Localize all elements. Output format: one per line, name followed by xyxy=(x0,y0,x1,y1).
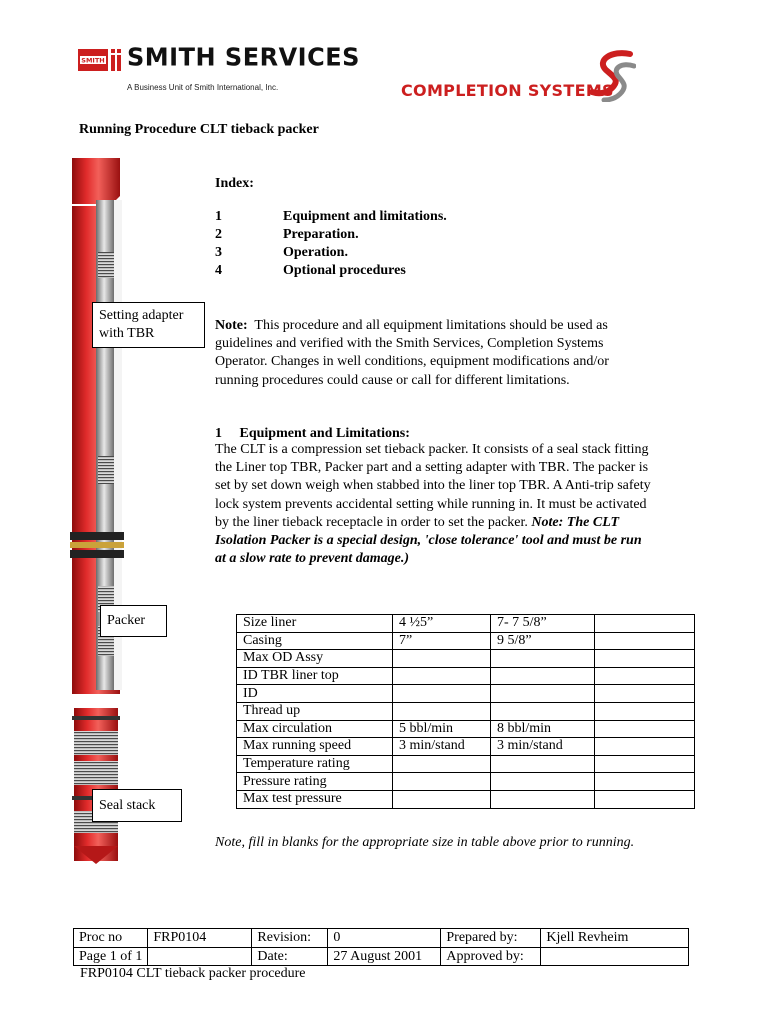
footer-row xyxy=(74,929,689,948)
smith-logo-mark xyxy=(78,49,122,71)
proc-no-label: Proc no xyxy=(74,929,148,948)
spec-value-cell xyxy=(393,702,491,720)
spec-label-cell: Max circulation xyxy=(237,720,393,738)
warning-note: at a slow rate to prevent damage.) xyxy=(215,551,410,567)
callout-setting-adapter xyxy=(92,302,205,348)
callout-setting-adapter-line1: Setting adapter xyxy=(99,308,184,323)
spec-value-cell xyxy=(393,755,491,773)
spec-row xyxy=(237,738,695,756)
prepared-by-value: Kjell Revheim xyxy=(541,929,689,948)
index-item-number: 4 xyxy=(215,263,222,278)
spec-label-cell: Max test pressure xyxy=(237,790,393,808)
spec-value-cell xyxy=(393,790,491,808)
revision-value: 0 xyxy=(328,929,441,948)
index-item-number: 3 xyxy=(215,245,222,260)
index-item-label: Operation. xyxy=(283,245,348,260)
warning-note: Note: The CLT xyxy=(531,514,620,530)
spec-label-cell: Thread up xyxy=(237,702,393,720)
spec-value-cell: 7” xyxy=(393,632,491,650)
spec-label-cell: Casing xyxy=(237,632,393,650)
spec-value-cell xyxy=(393,685,491,703)
date-value: 27 August 2001 xyxy=(328,947,441,966)
date-label: Date: xyxy=(252,947,328,966)
note-line: guidelines and verified with the Smith Services, Completion Systems xyxy=(215,336,604,352)
prepared-by-label: Prepared by: xyxy=(441,929,541,948)
note-line: Operator. Changes in well conditions, equipment modifications and/or xyxy=(215,354,609,370)
spec-value-cell xyxy=(595,650,695,668)
company-logo-text: SMITH SERVICES xyxy=(127,42,360,72)
spec-value-cell xyxy=(595,685,695,703)
section-body xyxy=(215,441,715,568)
spec-label-cell: ID TBR liner top xyxy=(237,667,393,685)
spec-row xyxy=(237,755,695,773)
spec-value-cell xyxy=(491,702,595,720)
spec-value-cell xyxy=(491,773,595,791)
section-line: The CLT is a compression set tieback packer. It consists of a seal stack fitting xyxy=(215,442,649,457)
spec-value-cell: 3 min/stand xyxy=(393,738,491,756)
table-note: Note, fill in blanks for the appropriate size in table above prior to running. xyxy=(215,835,635,850)
revision-label: Revision: xyxy=(252,929,328,948)
index-heading: Index: xyxy=(215,176,254,191)
section-line: by the liner tieback receptacle in order to set the packer. xyxy=(215,514,528,530)
note-label: Note: xyxy=(215,318,248,333)
spec-value-cell xyxy=(595,615,695,633)
clt-packer-illustration xyxy=(60,156,192,866)
spec-value-cell xyxy=(595,667,695,685)
index-item-number: 1 xyxy=(215,209,222,224)
page-number: Page 1 of 1 xyxy=(74,947,148,966)
spec-label-cell: Max running speed xyxy=(237,738,393,756)
section-line: lock system prevents accidental setting while running in. It must be activated xyxy=(215,496,647,512)
company-subtitle: A Business Unit of Smith International, Inc. xyxy=(127,83,279,92)
spec-value-cell xyxy=(595,773,695,791)
footer-row xyxy=(74,947,689,966)
document-control-table xyxy=(73,928,689,966)
spec-row xyxy=(237,650,695,668)
approved-by-label: Approved by: xyxy=(441,947,541,966)
spec-value-cell xyxy=(393,667,491,685)
spec-value-cell xyxy=(595,632,695,650)
spec-row xyxy=(237,702,695,720)
completion-systems-logo-icon xyxy=(590,50,636,102)
spec-row xyxy=(237,615,695,633)
spec-label-cell: Temperature rating xyxy=(237,755,393,773)
spec-value-cell xyxy=(491,650,595,668)
spec-value-cell: 7- 7 5/8” xyxy=(491,615,595,633)
spec-label-cell: Pressure rating xyxy=(237,773,393,791)
callout-packer: Packer xyxy=(100,605,167,637)
spec-value-cell: 5 bbl/min xyxy=(393,720,491,738)
footer-empty-cell xyxy=(148,947,252,966)
spec-value-cell xyxy=(595,720,695,738)
spec-value-cell xyxy=(393,773,491,791)
specifications-table xyxy=(236,614,695,809)
warning-note: Isolation Packer is a special design, 'close tolerance' tool and must be run xyxy=(215,533,642,549)
spec-row xyxy=(237,667,695,685)
spec-value-cell: 4 ½5” xyxy=(393,615,491,633)
section-line: the Liner top TBR, Packer part and a setting adapter with TBR. The packer is xyxy=(215,460,649,476)
spec-value-cell xyxy=(595,738,695,756)
spec-label-cell: Size liner xyxy=(237,615,393,633)
spec-row xyxy=(237,720,695,738)
callout-seal-stack: Seal stack xyxy=(92,789,182,822)
spec-value-cell xyxy=(491,667,595,685)
index-item-label: Equipment and limitations. xyxy=(283,209,447,224)
spec-value-cell xyxy=(393,650,491,668)
section-heading: 1 Equipment and Limitations: xyxy=(215,426,410,441)
section-line: set by set down weigh when stabbed into the liner top TBR. A Anti-trip safety xyxy=(215,478,651,494)
document-title: Running Procedure CLT tieback packer xyxy=(79,122,319,137)
spec-value-cell xyxy=(491,755,595,773)
index-item xyxy=(215,209,515,227)
footer-document-name: FRP0104 CLT tieback packer procedure xyxy=(80,966,306,981)
spec-row xyxy=(237,790,695,808)
note-paragraph xyxy=(215,317,695,390)
spec-value-cell: 8 bbl/min xyxy=(491,720,595,738)
index-item-number: 2 xyxy=(215,227,222,242)
index-item xyxy=(215,227,515,245)
note-line: running procedures could cause or call for different limitations. xyxy=(215,372,570,388)
spec-row xyxy=(237,632,695,650)
spec-value-cell: 9 5/8” xyxy=(491,632,595,650)
spec-row xyxy=(237,773,695,791)
approved-by-value xyxy=(541,947,689,966)
spec-label-cell: Max OD Assy xyxy=(237,650,393,668)
spec-value-cell xyxy=(595,755,695,773)
proc-no-value: FRP0104 xyxy=(148,929,252,948)
spec-value-cell xyxy=(595,702,695,720)
spec-row xyxy=(237,685,695,703)
index-item-label: Preparation. xyxy=(283,227,359,242)
logo-mark-text: SMITH xyxy=(81,56,105,65)
division-name: COMPLETION SYSTEMS xyxy=(401,81,614,100)
spec-value-cell: 3 min/stand xyxy=(491,738,595,756)
note-line: This procedure and all equipment limitations should be used as xyxy=(254,318,608,333)
index-item-label: Optional procedures xyxy=(283,263,406,278)
spec-value-cell xyxy=(491,685,595,703)
spec-label-cell: ID xyxy=(237,685,393,703)
index-item xyxy=(215,245,515,263)
callout-setting-adapter-line2: with TBR xyxy=(99,326,155,341)
spec-value-cell xyxy=(491,790,595,808)
spec-value-cell xyxy=(595,790,695,808)
index-item xyxy=(215,263,515,281)
